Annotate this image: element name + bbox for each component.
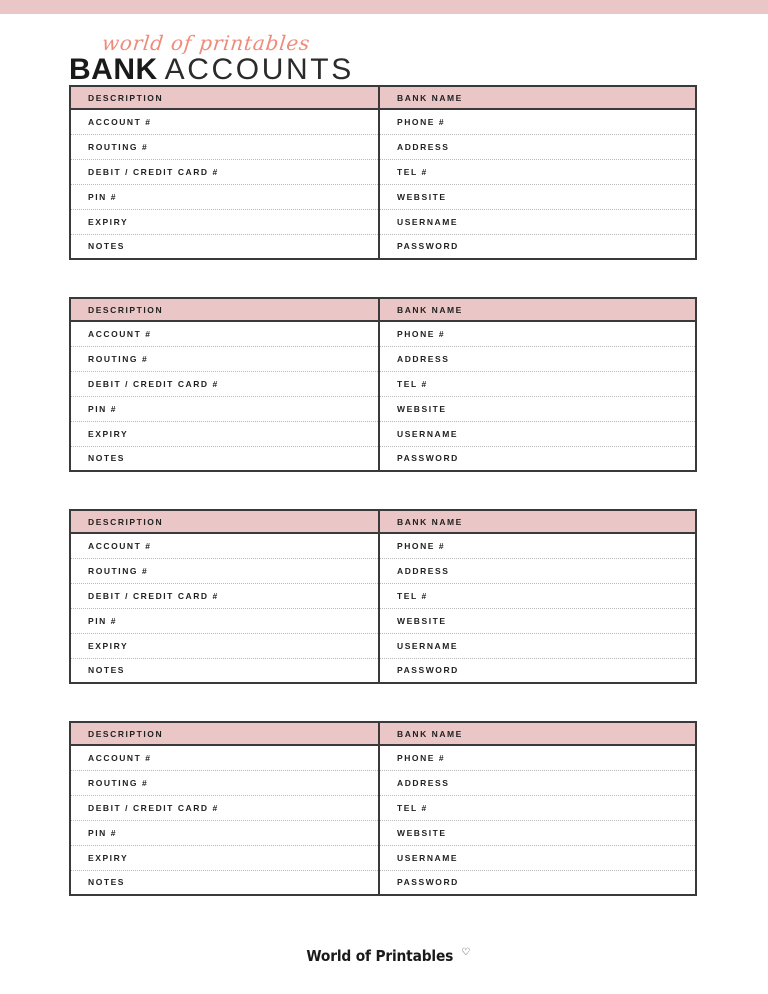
field-label-right[interactable]: WEBSITE [379,396,696,421]
table-row [70,583,696,608]
column-header-description: DESCRIPTION [70,510,379,533]
table-header-row [70,298,696,321]
field-label-left[interactable]: ACCOUNT # [70,533,379,558]
page-header [0,14,768,85]
table-row [70,745,696,770]
field-label-right[interactable]: ADDRESS [379,134,696,159]
field-label-left[interactable]: NOTES [70,446,379,471]
table-row [70,446,696,471]
table-row [70,658,696,683]
field-label-left[interactable]: EXPIRY [70,209,379,234]
field-label-right[interactable]: USERNAME [379,845,696,870]
field-label-right[interactable]: PASSWORD [379,446,696,471]
account-table [69,509,697,684]
field-label-left[interactable]: ACCOUNT # [70,745,379,770]
field-label-right[interactable]: PASSWORD [379,658,696,683]
column-header-bank-name: BANK NAME [379,510,696,533]
field-label-left[interactable]: DEBIT / CREDIT CARD # [70,795,379,820]
table-row [70,109,696,134]
column-header-description: DESCRIPTION [70,298,379,321]
table-row [70,184,696,209]
column-header-bank-name: BANK NAME [379,298,696,321]
field-label-left[interactable]: EXPIRY [70,845,379,870]
field-label-right[interactable]: PHONE # [379,109,696,134]
page-title-light: ACCOUNTS [164,53,354,86]
table-header-row [70,722,696,745]
field-label-left[interactable]: EXPIRY [70,633,379,658]
column-header-description: DESCRIPTION [70,86,379,109]
table-row [70,159,696,184]
field-label-left[interactable]: PIN # [70,820,379,845]
top-decorative-band [0,0,768,14]
page-title-bold: BANK [69,53,158,86]
table-row [70,608,696,633]
table-row [70,870,696,895]
table-row [70,346,696,371]
column-header-bank-name: BANK NAME [379,86,696,109]
account-tables-container [0,85,768,896]
brand-script-logo: world of printables [100,31,312,55]
table-row [70,371,696,396]
footer-brand-logo: World of Printables [306,947,453,965]
table-row [70,820,696,845]
table-row [70,321,696,346]
table-header-row [70,86,696,109]
field-label-right[interactable]: ADDRESS [379,346,696,371]
field-label-right[interactable]: WEBSITE [379,608,696,633]
heart-icon: ♡ [461,947,471,958]
field-label-left[interactable]: ROUTING # [70,558,379,583]
account-table [69,721,697,896]
field-label-right[interactable]: USERNAME [379,421,696,446]
field-label-left[interactable]: PIN # [70,184,379,209]
field-label-right[interactable]: TEL # [379,795,696,820]
account-table [69,85,697,260]
field-label-right[interactable]: PHONE # [379,533,696,558]
field-label-left[interactable]: DEBIT / CREDIT CARD # [70,371,379,396]
table-row [70,533,696,558]
table-row [70,396,696,421]
field-label-left[interactable]: ACCOUNT # [70,109,379,134]
field-label-left[interactable]: DEBIT / CREDIT CARD # [70,159,379,184]
field-label-left[interactable]: PIN # [70,396,379,421]
table-row [70,234,696,259]
field-label-left[interactable]: ACCOUNT # [70,321,379,346]
table-row [70,209,696,234]
field-label-right[interactable]: PASSWORD [379,870,696,895]
table-row [70,558,696,583]
field-label-left[interactable]: NOTES [70,234,379,259]
column-header-description: DESCRIPTION [70,722,379,745]
account-table [69,297,697,472]
field-label-left[interactable]: NOTES [70,658,379,683]
table-row [70,770,696,795]
page-title [69,55,768,85]
table-row [70,795,696,820]
table-row [70,633,696,658]
field-label-right[interactable]: USERNAME [379,209,696,234]
field-label-left[interactable]: ROUTING # [70,134,379,159]
page-footer [0,947,768,966]
field-label-right[interactable]: PASSWORD [379,234,696,259]
field-label-left[interactable]: EXPIRY [70,421,379,446]
table-row [70,421,696,446]
field-label-right[interactable]: TEL # [379,159,696,184]
table-header-row [70,510,696,533]
field-label-right[interactable]: WEBSITE [379,820,696,845]
column-header-bank-name: BANK NAME [379,722,696,745]
field-label-right[interactable]: PHONE # [379,321,696,346]
field-label-right[interactable]: PHONE # [379,745,696,770]
field-label-left[interactable]: PIN # [70,608,379,633]
field-label-right[interactable]: WEBSITE [379,184,696,209]
field-label-left[interactable]: NOTES [70,870,379,895]
field-label-left[interactable]: ROUTING # [70,770,379,795]
field-label-right[interactable]: ADDRESS [379,770,696,795]
field-label-left[interactable]: ROUTING # [70,346,379,371]
field-label-right[interactable]: ADDRESS [379,558,696,583]
table-row [70,845,696,870]
field-label-right[interactable]: USERNAME [379,633,696,658]
table-row [70,134,696,159]
field-label-left[interactable]: DEBIT / CREDIT CARD # [70,583,379,608]
field-label-right[interactable]: TEL # [379,583,696,608]
field-label-right[interactable]: TEL # [379,371,696,396]
